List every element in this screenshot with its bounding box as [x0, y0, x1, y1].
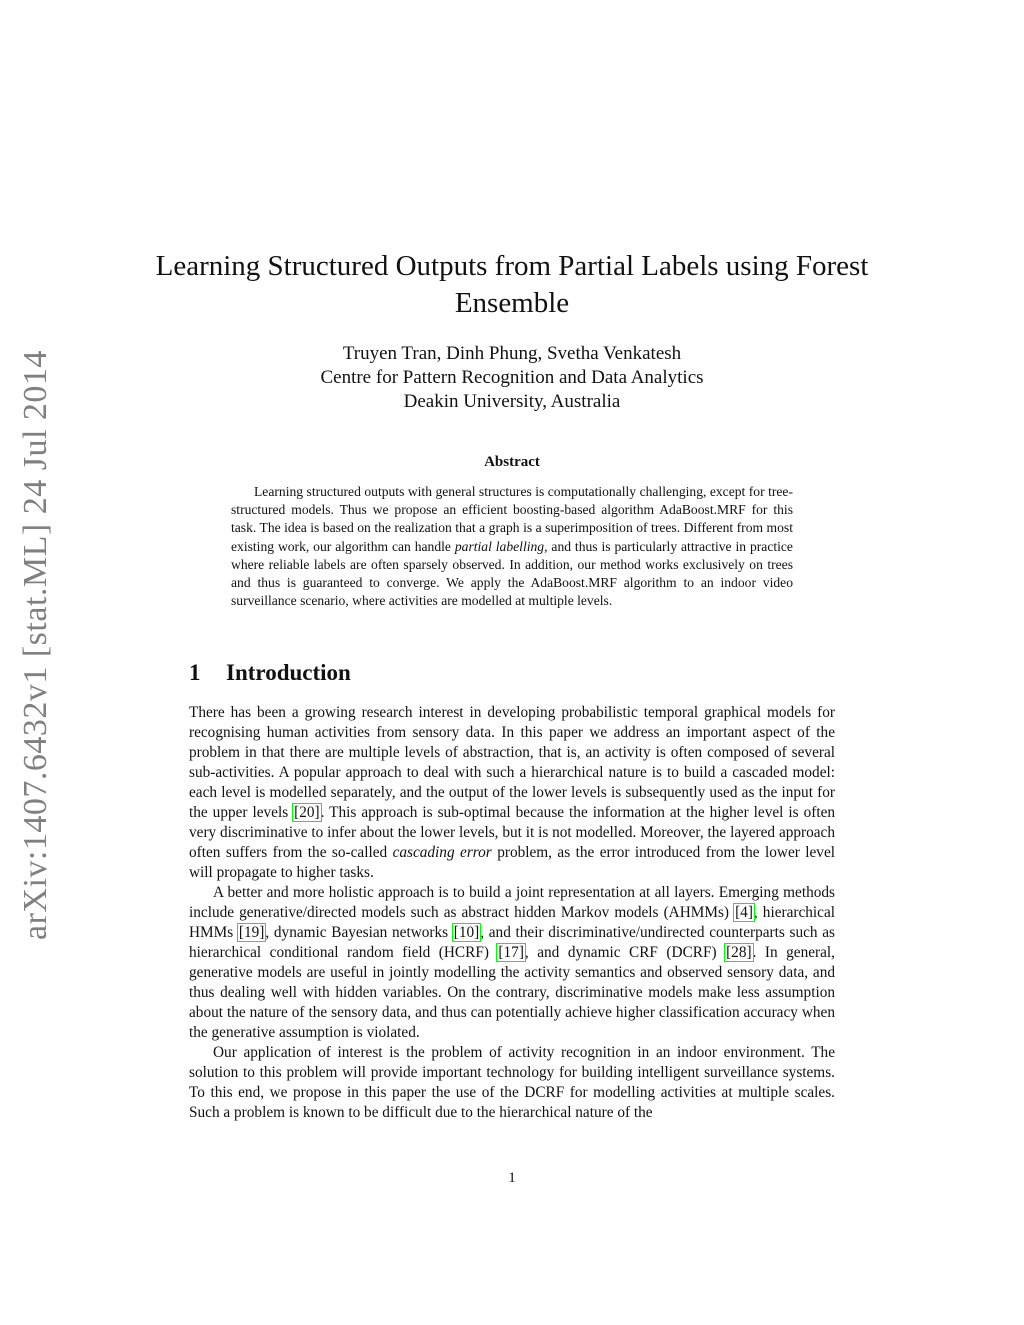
citation-link[interactable]: [19] — [238, 924, 265, 941]
citation-link[interactable]: [17] — [498, 944, 524, 961]
citation-link[interactable]: [4] — [735, 904, 753, 921]
section-title: Introduction — [226, 660, 351, 685]
p1-emphasis: cascading error — [392, 844, 492, 861]
paragraph-3: Our application of interest is the problem of activity recognition in an indoor environment. The solution to this problem will provide important technology for building intelligent surveillance systems. To this end, we propose in this paper the use of the DCRF for modelling activities at multiple scales. Such a problem is known to be difficult due to the hierarchical nature of the — [189, 1044, 835, 1121]
p2-text-c: , dynamic Bayesian networks — [265, 924, 453, 941]
page-number: 1 — [508, 1170, 516, 1186]
abstract-body — [231, 483, 793, 610]
abstract-text-2: , and thus is particularly attractive in practice where reliable labels are often sparsely observed. In addition, our method works exclusively on trees and thus is guaranteed to converge. We apply the AdaBoost.MRF algorithm to an indoor video surveillance scenario, where activities are modelled at multiple levels. — [231, 538, 793, 609]
p1-text-b: . This approach is sub-optimal because the information at the higher level is often very discriminative to infer about the lower levels, but it is not modelled. Moreover, the layered approach often suffers from the so-called — [189, 804, 836, 861]
author-institution: Deakin University, Australia — [403, 391, 621, 412]
section-number: 1 — [189, 660, 201, 685]
p1-text-c: problem, as the error introduced from the lower level will propagate to higher tasks. — [189, 844, 835, 881]
author-block — [200, 342, 824, 414]
author-affiliation: Centre for Pattern Recognition and Data Analytics — [320, 367, 704, 388]
citation-link[interactable]: [10] — [453, 924, 480, 941]
paper-title: Learning Structured Outputs from Partial Labels using Forest Ensemble — [155, 250, 869, 319]
abstract-emphasis: partial labelling — [454, 538, 545, 554]
citation-link[interactable]: [28] — [726, 944, 752, 961]
arxiv-identifier: arXiv:1407.6432v1 [stat.ML] 24 Jul 2014 — [17, 350, 54, 940]
p2-text-e: , and dynamic CRF (DCRF) — [524, 944, 726, 961]
abstract-text-1: Learning structured outputs with general structures is computationally challenging, except for tree-structured models. Thus we propose an efficient boosting-based algorithm AdaBoost.MRF for this task. The idea is based on the realization that a graph is a superimposition of trees. Different from most existing work, our algorithm can handle — [231, 484, 793, 554]
section-heading — [189, 658, 589, 688]
p1-text-a: There has been a growing research interest in developing probabilistic temporal graphical models for recognising human activities from sensory data. In this paper we address an important aspect of the problem in that there are multiple levels of abstraction, that is, an activity is often composed of several sub-activities. A popular approach to deal with such a hierarchical nature is to build a cascaded model: each level is modelled separately, and the output of the lower levels is subsequently used as the input for the upper levels — [189, 704, 835, 821]
abstract-heading: Abstract — [484, 454, 540, 470]
introduction-body — [189, 703, 835, 1123]
p2-text-d: , and their discriminative/undirected counterparts such as hierarchical conditional random field (HCRF) — [189, 924, 835, 961]
citation-link[interactable]: [20] — [294, 804, 320, 821]
author-names: Truyen Tran, Dinh Phung, Svetha Venkatesh — [342, 343, 682, 364]
p2-text-b: , hierarchical HMMs — [189, 904, 835, 941]
paragraph-2 — [189, 883, 835, 1043]
p2-text-f: . In general, generative models are useful in jointly modelling the activity semantics and observed sensory data, and thus dealing well with hidden variables. On the contrary, discriminative models make less assumption about the nature of the sensory data, and thus can potentially achieve higher classification accuracy when the generative assumption is violated. — [189, 944, 835, 1041]
p2-text-a: A better and more holistic approach is to build a joint representation at all layers. Emerging methods include generative/directed models such as abstract hidden Markov models (AHMMs) — [189, 884, 835, 921]
paragraph-1 — [189, 703, 835, 883]
